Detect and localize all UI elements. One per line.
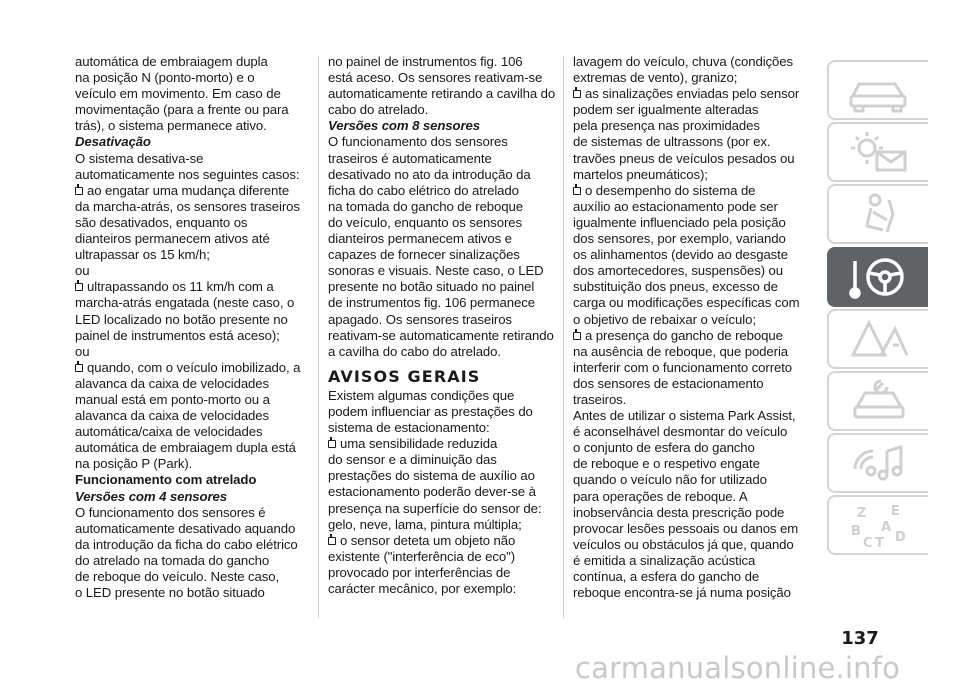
tab-car[interactable]: [827, 60, 928, 120]
text-line: extremas de vento), granizo;: [573, 70, 738, 86]
column-separator: [318, 56, 319, 618]
text-line: movimentação (para a frente ou para: [75, 102, 289, 118]
text-line: ou: [75, 343, 90, 359]
multimedia-icon: [843, 439, 915, 487]
text-column-1: [75, 54, 320, 601]
text-line: automática de embraiagem dupla está: [75, 440, 296, 456]
index-letter: A: [880, 520, 891, 536]
text-line: da marcha-atrás, os sensores traseiros: [75, 198, 300, 214]
text-line: trás), o sistema permanece ativo.: [75, 118, 267, 134]
text-line: ultrapassando os 11 km/h com a: [87, 279, 274, 295]
steering-wheel-key-icon: [843, 253, 915, 301]
text-line: reboque encontra-se já numa posição: [573, 585, 791, 601]
text-line: dianteiros permanecem ativos e: [328, 231, 512, 247]
text-line: na posição N (ponto-morto) e o: [75, 70, 255, 86]
text-line: estacionamento poderão dever-se à: [328, 484, 536, 500]
airbag-seat-icon: [843, 190, 915, 238]
text-line: provocado por interferências de: [328, 564, 511, 580]
text-line: do atrelado na tomada do gancho: [75, 552, 270, 568]
text-line: as sinalizações enviadas pelo sensor: [585, 86, 800, 102]
text-line: inobservância desta prescrição pode: [573, 504, 785, 520]
text-line: sonoras e visuais. Neste caso, o LED: [328, 263, 544, 279]
text-line: contínua, a esfera do gancho de: [573, 569, 760, 584]
text-line: traseiros é automaticamente: [328, 150, 492, 166]
bullet-item: [573, 183, 818, 328]
text-line: ou: [75, 263, 90, 279]
paragraph: [75, 344, 320, 360]
paragraph: [328, 134, 573, 359]
text-line: de instrumentos fig. 106 permanece: [328, 295, 535, 311]
text-line: carga ou modificações específicas com: [573, 295, 800, 311]
text-line: substituição dos pneus, excesso de: [573, 279, 778, 295]
text-line: são desativados, enquanto os: [75, 214, 248, 230]
column-separator: [563, 56, 564, 618]
text-line: de reboque e o respetivo engate: [573, 456, 760, 472]
text-line: presença na superfície do sensor de:: [328, 500, 542, 516]
tab-airbag[interactable]: [827, 184, 928, 244]
text-line: para operações de reboque. A: [573, 488, 748, 504]
text-line: lavagem do veículo, chuva (condições: [573, 54, 793, 69]
text-line: na tomada do gancho de reboque: [328, 198, 523, 214]
text-line: marcha-atrás engatada (neste caso, o: [75, 295, 295, 311]
index-letter: T: [874, 536, 884, 550]
text-line: alavanca da caixa de velocidades: [75, 375, 270, 391]
text-line: interferir com o funcionamento correto: [573, 359, 793, 375]
text-line: LED localizado no botão presente no: [75, 311, 288, 327]
text-column-3: [573, 54, 818, 601]
text-line: veículo em movimento. Em caso de: [75, 86, 281, 102]
text-line: auxílio ao estacionamento pode ser: [573, 198, 778, 214]
bullet-item: [75, 279, 320, 343]
bullet-square-icon: [75, 187, 83, 195]
text-line: automaticamente desativado aquando: [75, 520, 296, 536]
paragraph: [328, 54, 573, 118]
text-line: dos amortecedores, suspensões) ou: [573, 263, 784, 279]
paragraph: [75, 54, 320, 134]
paragraph: [328, 388, 573, 436]
chapter-tabs: [827, 60, 928, 558]
text-line: o LED presente no botão situado: [75, 585, 265, 601]
text-line: O funcionamento dos sensores: [328, 134, 508, 150]
bullet-square-icon: [75, 364, 83, 372]
bullet-square-icon: [328, 537, 336, 545]
text-line: podem ser igualmente alteradas: [573, 102, 759, 118]
text-line: apagado. Os sensores traseiros: [328, 311, 512, 327]
text-line: Existem algumas condições que: [328, 387, 515, 403]
bullet-item: [75, 360, 320, 473]
text-line: automaticamente nos seguintes casos:: [75, 166, 300, 182]
text-line: reativam-se automaticamente retirando: [328, 327, 554, 343]
text-line: o objetivo de rebaixar o veículo;: [573, 311, 756, 327]
text-line: do veículo, enquanto os sensores: [328, 214, 523, 230]
text-line: ao engatar uma mudança diferente: [87, 182, 290, 198]
text-line: ficha do cabo elétrico do atrelado: [328, 182, 519, 198]
text-line: do sensor e a diminuição das: [328, 452, 497, 468]
subheading: Versões com 4 sensores: [75, 488, 227, 504]
paragraph: [75, 263, 320, 279]
text-line: martelos pneumáticos);: [573, 166, 708, 182]
tab-warning-lights[interactable]: [827, 122, 928, 182]
index-icon: [843, 501, 915, 549]
text-line: existente ("interferência de eco"): [328, 548, 516, 564]
text-line: de reboque do veículo. Neste caso,: [75, 569, 280, 584]
wrench-car-icon: [843, 377, 915, 425]
text-line: travões pneus de veículos pesados ou: [573, 150, 795, 166]
index-letter: E: [890, 504, 900, 520]
tab-starting-driving[interactable]: [827, 247, 928, 307]
text-line: o desempenho do sistema de: [585, 182, 756, 198]
section-heading: AVISOS GERAIS: [328, 366, 481, 386]
tab-index[interactable]: [827, 495, 928, 555]
text-line: dos sensores, por exemplo, variando: [573, 231, 786, 247]
text-line: gelo, neve, lama, pintura múltipla;: [328, 516, 522, 532]
text-line: provocar lesões pessoais ou danos em: [573, 520, 799, 536]
text-line: da introdução da ficha do cabo elétrico: [75, 536, 298, 552]
text-line: cabo do atrelado.: [328, 102, 429, 118]
text-line: a presença do gancho de reboque: [585, 327, 783, 343]
text-line: podem influenciar as prestações do: [328, 403, 533, 419]
text-line: a cavilha do cabo do atrelado.: [328, 343, 501, 359]
page-number: 137: [841, 628, 879, 649]
subheading: Desativação: [75, 134, 151, 150]
text-line: está aceso. Os sensores reativam-se: [328, 70, 543, 86]
text-line: na ausência de reboque, que poderia: [573, 343, 789, 359]
text-line: dos sensores de estacionamento: [573, 375, 764, 391]
text-line: presente no botão situado no painel: [328, 279, 535, 295]
subheading: Versões com 8 sensores: [328, 118, 480, 134]
index-letter: Z: [856, 506, 866, 522]
text-line: carácter mecânico, por exemplo:: [328, 581, 517, 596]
warning-lights-icon: [843, 128, 915, 176]
text-line: automática de embraiagem dupla: [75, 54, 268, 69]
bullet-item: [573, 328, 818, 408]
text-line: automaticamente retirando a cavilha do: [328, 86, 556, 102]
text-line: manual está em ponto-morto ou a: [75, 391, 270, 407]
paragraph: [573, 408, 818, 601]
index-letter: B: [850, 524, 861, 540]
text-line: traseiros.: [573, 391, 627, 407]
paragraph: [75, 505, 320, 602]
bullet-item: [328, 533, 573, 597]
subheading: Funcionamento com atrelado: [75, 472, 257, 488]
tab-maintenance[interactable]: [827, 371, 928, 431]
text-line: quando o veículo não for utilizado: [573, 472, 767, 488]
bullet-square-icon: [573, 187, 581, 195]
text-line: o sensor deteta um objeto não: [340, 532, 516, 548]
text-line: capazes de fornecer sinalizações: [328, 247, 520, 263]
index-letter: C: [862, 536, 873, 550]
bullet-square-icon: [573, 332, 581, 340]
text-line: prestações do sistema de auxílio ao: [328, 468, 535, 484]
car-icon: [843, 66, 915, 114]
text-line: é emitida a sinalização acústica: [573, 552, 756, 568]
bullet-item: [573, 86, 818, 183]
text-line: é aconselhável desmontar do veículo: [573, 424, 788, 440]
bullet-square-icon: [75, 283, 83, 291]
road-warning-icon: [843, 315, 915, 363]
index-letter: D: [894, 530, 906, 546]
paragraph: [75, 151, 320, 183]
text-line: desativado no ato da introdução da: [328, 166, 531, 182]
text-line: veículos ou obstáculos já que, quando: [573, 536, 794, 552]
text-line: O funcionamento dos sensores é: [75, 504, 266, 520]
text-line: o conjunto de esfera do gancho: [573, 440, 755, 456]
text-line: ultrapassar os 15 km/h;: [75, 247, 210, 263]
text-line: Antes de utilizar o sistema Park Assist,: [573, 408, 796, 424]
bullet-square-icon: [573, 90, 581, 98]
text-line: igualmente influenciado pela posição: [573, 214, 786, 230]
text-line: os alinhamentos (devido ao desgaste: [573, 247, 788, 263]
text-column-2: [328, 54, 573, 597]
text-line: uma sensibilidade reduzida: [340, 436, 498, 452]
text-line: painel de instrumentos está aceso);: [75, 327, 280, 343]
text-line: pela presença nas proximidades: [573, 118, 760, 134]
bullet-item: [75, 183, 320, 263]
bullet-square-icon: [328, 440, 336, 448]
text-line: alavanca da caixa de velocidades: [75, 408, 270, 424]
text-line: na posição P (Park).: [75, 456, 193, 472]
text-line: quando, com o veículo imobilizado, a: [87, 359, 301, 375]
text-line: de sistemas de ultrassons (por ex.: [573, 134, 771, 150]
bullet-item: [328, 436, 573, 533]
text-line: automática/caixa de velocidades: [75, 424, 263, 440]
text-line: dianteiros permanecem ativos até: [75, 231, 270, 247]
text-line: no painel de instrumentos fig. 106: [328, 54, 523, 69]
paragraph: [573, 54, 818, 86]
text-line: sistema de estacionamento:: [328, 420, 490, 436]
tab-emergency[interactable]: [827, 309, 928, 369]
tab-multimedia[interactable]: [827, 433, 928, 493]
text-line: O sistema desativa-se: [75, 150, 204, 166]
watermark: carmanualsonline.info: [575, 651, 901, 685]
